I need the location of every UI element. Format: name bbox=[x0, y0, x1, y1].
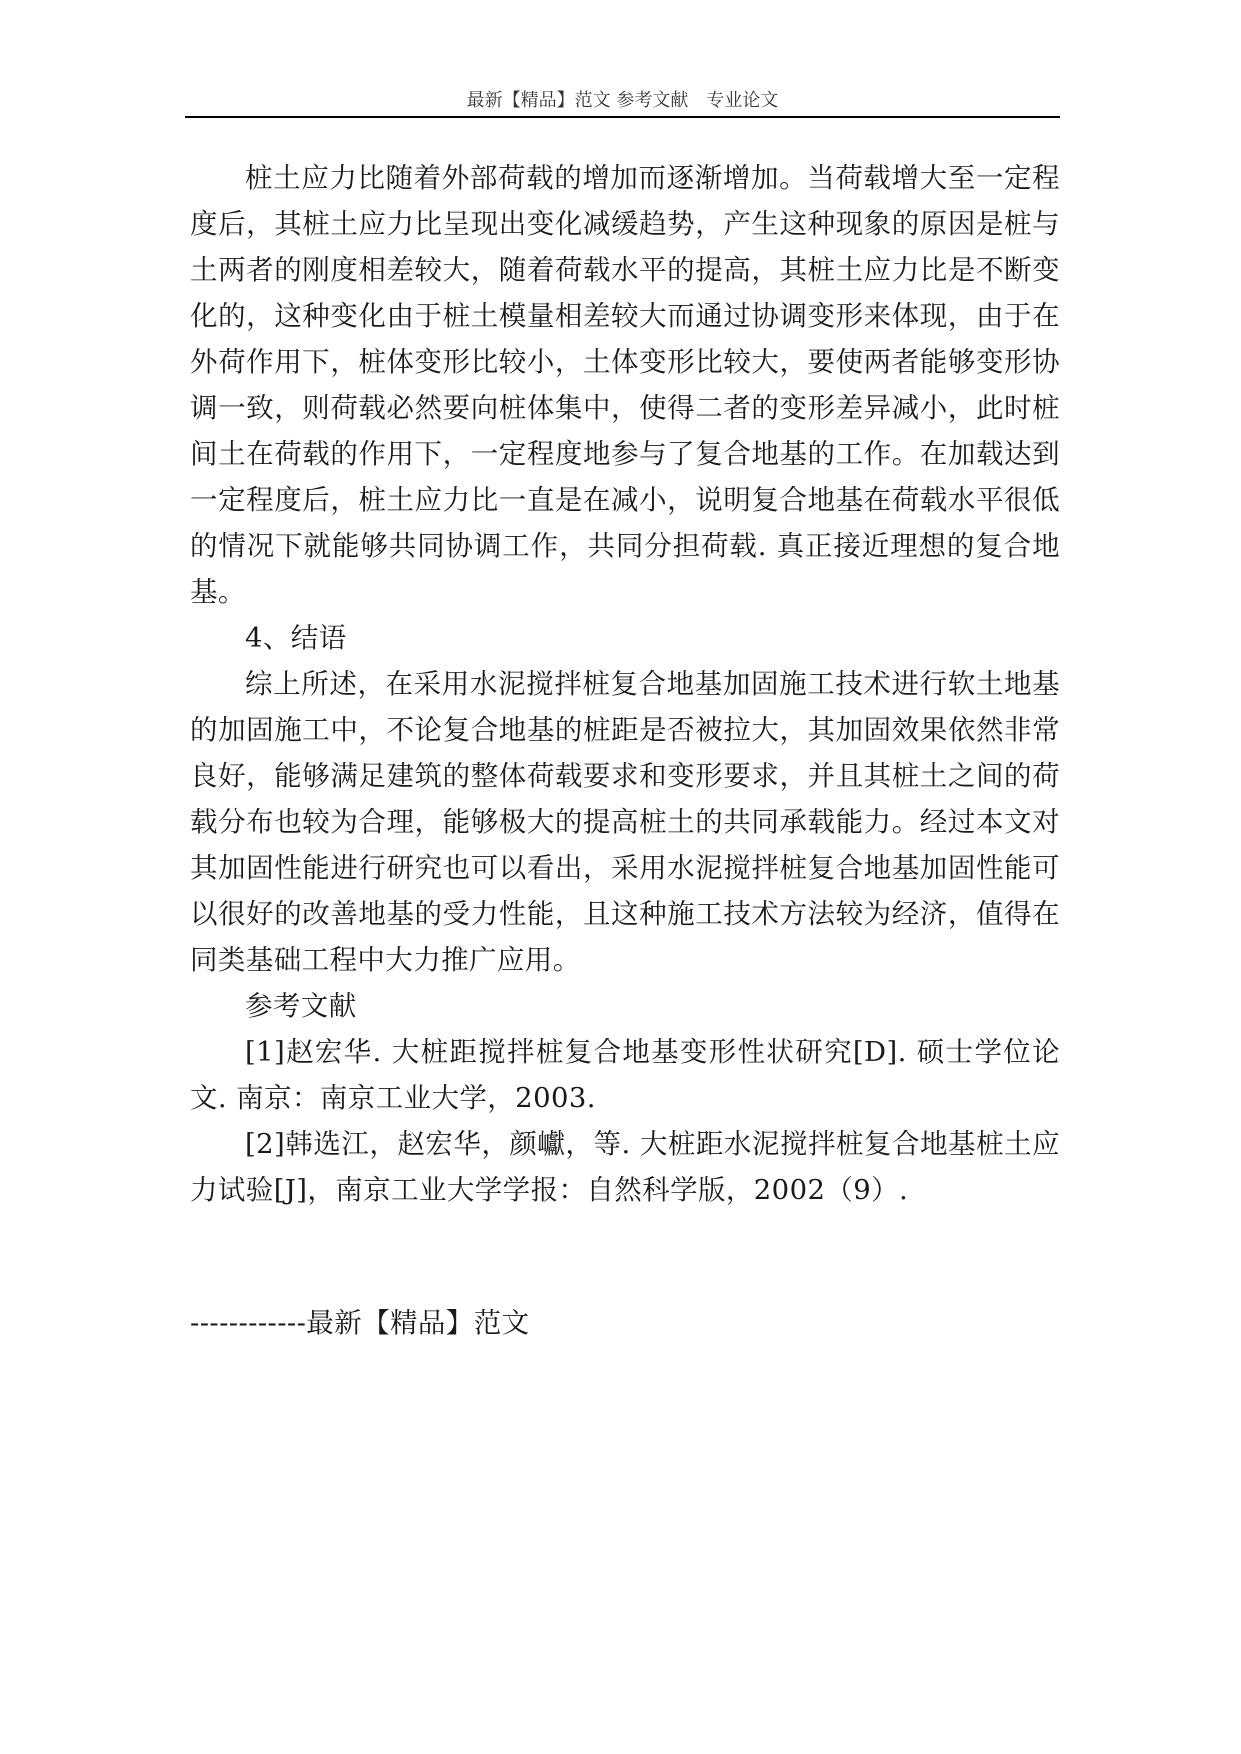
reference-item: [1]赵宏华. 大桩距搅拌桩复合地基变形性状研究[D]. 硕士学位论文. 南京：南京工业大学，2003. bbox=[190, 1036, 1060, 1114]
section-heading-conclusion: 4、结语 bbox=[245, 622, 347, 654]
page-footer: ------------最新【精品】范文 bbox=[190, 1307, 530, 1339]
page-header: 最新【精品】范文 参考文献 专业论文 bbox=[185, 86, 1060, 118]
paragraph-pile-soil-stress: 桩土应力比随着外部荷载的增加而逐渐增加。当荷载增大至一定程度后，其桩土应力比呈现出变化减缓趋势，产生这种现象的原因是桩与土两者的刚度相差较大，随着荷载水平的提高，其桩土应力比是不断变化的，这种变化由于桩土模量相差较大而通过协调变形来体现，由于在外荷作用下，桩体变形比较小，土体变形比较大，要使两者能够变形协调一致，则荷载必然要向桩体集中，使得二者的变形差异减小，此时桩间土在荷载的作用下，一定程度地参与了复合地基的工作。在加载达到一定程度后，桩土应力比一直是在减小，说明复合地基在荷载水平很低的情况下就能够共同协调工作，共同分担荷载. 真正接近理想的复合地基。 bbox=[190, 162, 1060, 608]
document-body bbox=[190, 155, 1060, 1213]
reference-item: [2]韩选江，赵宏华，颜巘，等. 大桩距水泥搅拌桩复合地基桩土应力试验[J]，南京工业大学学报：自然科学版，2002（9）. bbox=[190, 1128, 1060, 1206]
references-heading: 参考文献 bbox=[245, 990, 357, 1022]
paragraph-conclusion: 综上所述，在采用水泥搅拌桩复合地基加固施工技术进行软土地基的加固施工中，不论复合地基的桩距是否被拉大，其加固效果依然非常良好，能够满足建筑的整体荷载要求和变形要求，并且其桩土之间的荷载分布也较为合理，能够极大的提高桩土的共同承载能力。经过本文对其加固性能进行研究也可以看出，采用水泥搅拌桩复合地基加固性能可以很好的改善地基的受力性能，且这种施工技术方法较为经济，值得在同类基础工程中大力推广应用。 bbox=[190, 668, 1060, 976]
